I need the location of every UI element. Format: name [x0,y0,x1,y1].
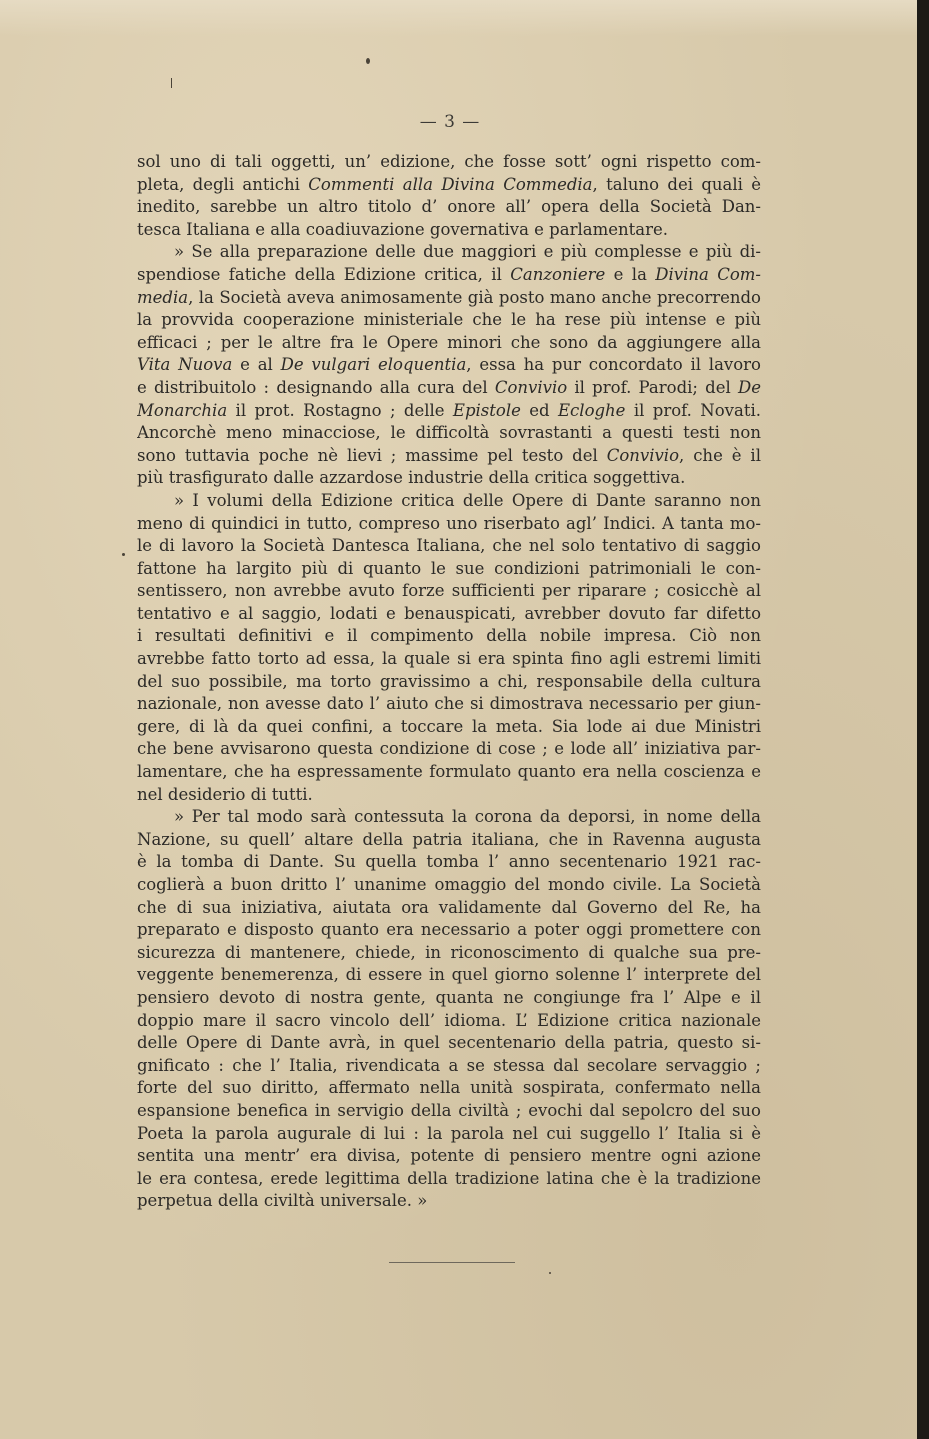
text-line [137,174,761,197]
text-run: che bene avvisarono questa condizione di cose ; e lode all’ iniziativa par- [137,739,761,759]
text-line [137,1055,761,1078]
text-run: veggente benemerenza, di essere in quel giorno solenne l’ interprete del [137,965,761,985]
text-line [137,874,761,897]
text-run: doppio mare il sacro vincolo dell’ idioma. L’ Edizione critica nazionale [137,1010,761,1030]
text-line [137,1190,761,1213]
text-line [137,625,761,648]
text-run: , che è il [679,445,761,465]
text-run: lamentare, che ha espressamente formulato quanto era nella coscienza e [137,762,761,782]
text-line [137,1145,761,1168]
text-run: ed [520,400,558,420]
italic-title: De [738,377,761,397]
text-run: Poeta la parola augurale di lui : la parola nel cui suggello l’ Italia si è [137,1123,761,1143]
text-run: spendiose fatiche della Edizione critica, il [137,264,511,284]
text-run: » Se alla preparazione delle due maggiori e più complesse e più di- [174,242,761,262]
text-run: » I volumi della Edizione critica delle Opere di Dante saranno non [174,490,761,510]
text-run: inedito, sarebbe un altro titolo d’ onore all’ opera della Società Dan- [137,197,761,217]
text-run: nel desiderio di tutti. [137,784,313,804]
text-run: più trasfigurato dalle azzardose industrie della critica soggettiva. [137,468,686,488]
text-run: avrebbe fatto torto ad essa, la quale si era spinta fino agli estremi limiti [137,649,761,669]
text-run: » Per tal modo sarà contessuta la corona da deporsi, in nome della [174,807,761,827]
text-run: sol uno di tali oggetti, un’ edizione, che fosse sott’ ogni rispetto com- [137,152,761,171]
text-line [137,1077,761,1100]
text-line [137,490,761,513]
text-run: tentativo e al saggio, lodati e benauspicati, avrebber dovuto far difetto [137,603,761,623]
text-run: pleta, degli antichi [137,174,309,194]
text-run: le era contesa, erede legittima della tradizione latina che è la tradizione [137,1168,761,1188]
text-run: perpetua della civiltà universale. » [137,1191,428,1211]
text-line [137,151,761,174]
text-run: meno di quindici in tutto, compreso uno riserbato agl’ Indici. A tanta mo- [137,513,761,533]
italic-title: Commenti alla Divina Commedia [308,174,593,194]
text-line [137,851,761,874]
italic-title: Monarchia [137,400,228,420]
text-line [137,1123,761,1146]
text-line [137,422,761,445]
ink-speck [366,58,370,64]
text-line [137,964,761,987]
text-run: efficaci ; per le altre fra le Opere minori che sono da aggiungere alla [137,332,761,352]
text-run: il prot. Rostagno ; delle [227,400,453,420]
italic-title: Vita Nuova [137,355,233,375]
text-run: gnificato : che l’ Italia, rivendicata a se stessa dal secolare servaggio ; [137,1055,761,1075]
text-run: tesca Italiana e alla coadiuvazione governativa e parlamentare. [137,219,668,239]
text-run: sentita una mentr’ era divisa, potente di pensiero mentre ogni azione [137,1146,761,1166]
text-run: e la [605,264,656,284]
text-line [137,445,761,468]
text-run: il prof. Novati. [625,400,761,420]
text-line [137,829,761,852]
text-line [137,332,761,355]
text-line [137,738,761,761]
page-number: — 3 — [419,112,481,132]
text-line [137,761,761,784]
text-run: il prof. Parodi; del [567,377,739,397]
text-run: Nazione, su quell’ altare della patria italiana, che in Ravenna augusta [137,829,761,849]
text-line [137,671,761,694]
text-run: è la tomba di Dante. Su quella tomba l’ anno secentenario 1921 rac- [137,852,761,872]
closing-rule [389,1262,515,1263]
text-line [137,467,761,490]
text-line [137,309,761,332]
text-run: sono tuttavia poche nè lievi ; massime pel testo del [137,445,607,465]
text-line [137,806,761,829]
text-run: espansione benefica in servigio della civiltà ; evochi dal sepolcro del suo [137,1100,761,1120]
text-run: nazionale, non avesse dato l’ aiuto che si dimostrava necessario per giun- [137,694,761,714]
text-line [137,1168,761,1191]
text-line [137,287,761,310]
text-line [137,196,761,219]
text-line [137,535,761,558]
text-run: pensiero devoto di nostra gente, quanta ne congiunge fra l’ Alpe e il [137,987,761,1007]
italic-title: De vulgari eloquentia [280,355,467,375]
text-run: del suo possibile, ma torto gravissimo a chi, responsabile della cultura [137,671,761,691]
text-line [137,693,761,716]
text-line [137,1010,761,1033]
italic-title: Convivio [494,377,568,397]
text-run: , la Società aveva animosamente già posto mano anche precorrendo [188,287,761,307]
italic-title: Divina Com- [655,264,761,284]
text-line [137,241,761,264]
text-line [137,558,761,581]
text-run: preparato e disposto quanto era necessario a poter oggi promettere con [137,920,761,940]
text-run: Ancorchè meno minacciose, le difficoltà sovrastanti a questi testi non [137,423,761,443]
italic-title: Ecloghe [558,400,626,420]
text-run: e al [232,355,281,375]
ink-speck [549,1272,551,1274]
text-line [137,377,761,400]
text-line [137,1032,761,1055]
italic-title: Convivio [606,445,680,465]
text-run: i resultati definitivi e il compimento della nobile impresa. Ciò non [137,626,761,646]
text-run: sentissero, non avrebbe avuto forze sufficienti per riparare ; cosicchè al [137,581,761,601]
text-line [137,400,761,423]
text-run: la provvida cooperazione ministeriale che le ha rese più intense e più [137,310,761,330]
text-line [137,897,761,920]
text-run: le di lavoro la Società Dantesca Italiana, che nel solo tentativo di saggio [137,536,761,556]
text-line [137,580,761,603]
text-run: delle Opere di Dante avrà, in quel secentenario della patria, questo si- [137,1033,761,1053]
text-run: gere, di là da quei confini, a toccare la meta. Sia lode ai due Ministri [137,716,761,736]
text-run: fattone ha largito più di quanto le sue condizioni patrimoniali le con- [137,558,761,578]
italic-title: Epistole [452,400,521,420]
body-text [137,151,761,1213]
text-line [137,354,761,377]
text-line [137,987,761,1010]
scan-border [917,0,929,1439]
text-line [137,603,761,626]
text-line [137,784,761,807]
text-line [137,919,761,942]
italic-title: Canzoniere [510,264,606,284]
text-line [137,648,761,671]
text-run: forte del suo diritto, affermato nella unità sospirata, confermato nella [137,1078,761,1098]
text-line [137,1100,761,1123]
text-line [137,264,761,287]
text-line [137,942,761,965]
text-run: che di sua iniziativa, aiutata ora validamente dal Governo del Re, ha [137,897,761,917]
page-top-edge [0,0,917,36]
text-run: , taluno dei quali è [592,174,761,194]
text-run: e distribuitolo : designando alla cura del [137,377,495,397]
ink-speck [122,553,125,556]
italic-title: media [137,287,189,307]
text-line [137,219,761,242]
text-line [137,716,761,739]
ink-speck [171,78,172,88]
text-run: , essa ha pur concordato il lavoro [466,355,761,375]
text-run: coglierà a buon dritto l’ unanime omaggio del mondo civile. La Società [137,875,761,894]
text-line [137,513,761,536]
text-run: sicurezza di mantenere, chiede, in riconoscimento di qualche sua pre- [137,942,761,962]
